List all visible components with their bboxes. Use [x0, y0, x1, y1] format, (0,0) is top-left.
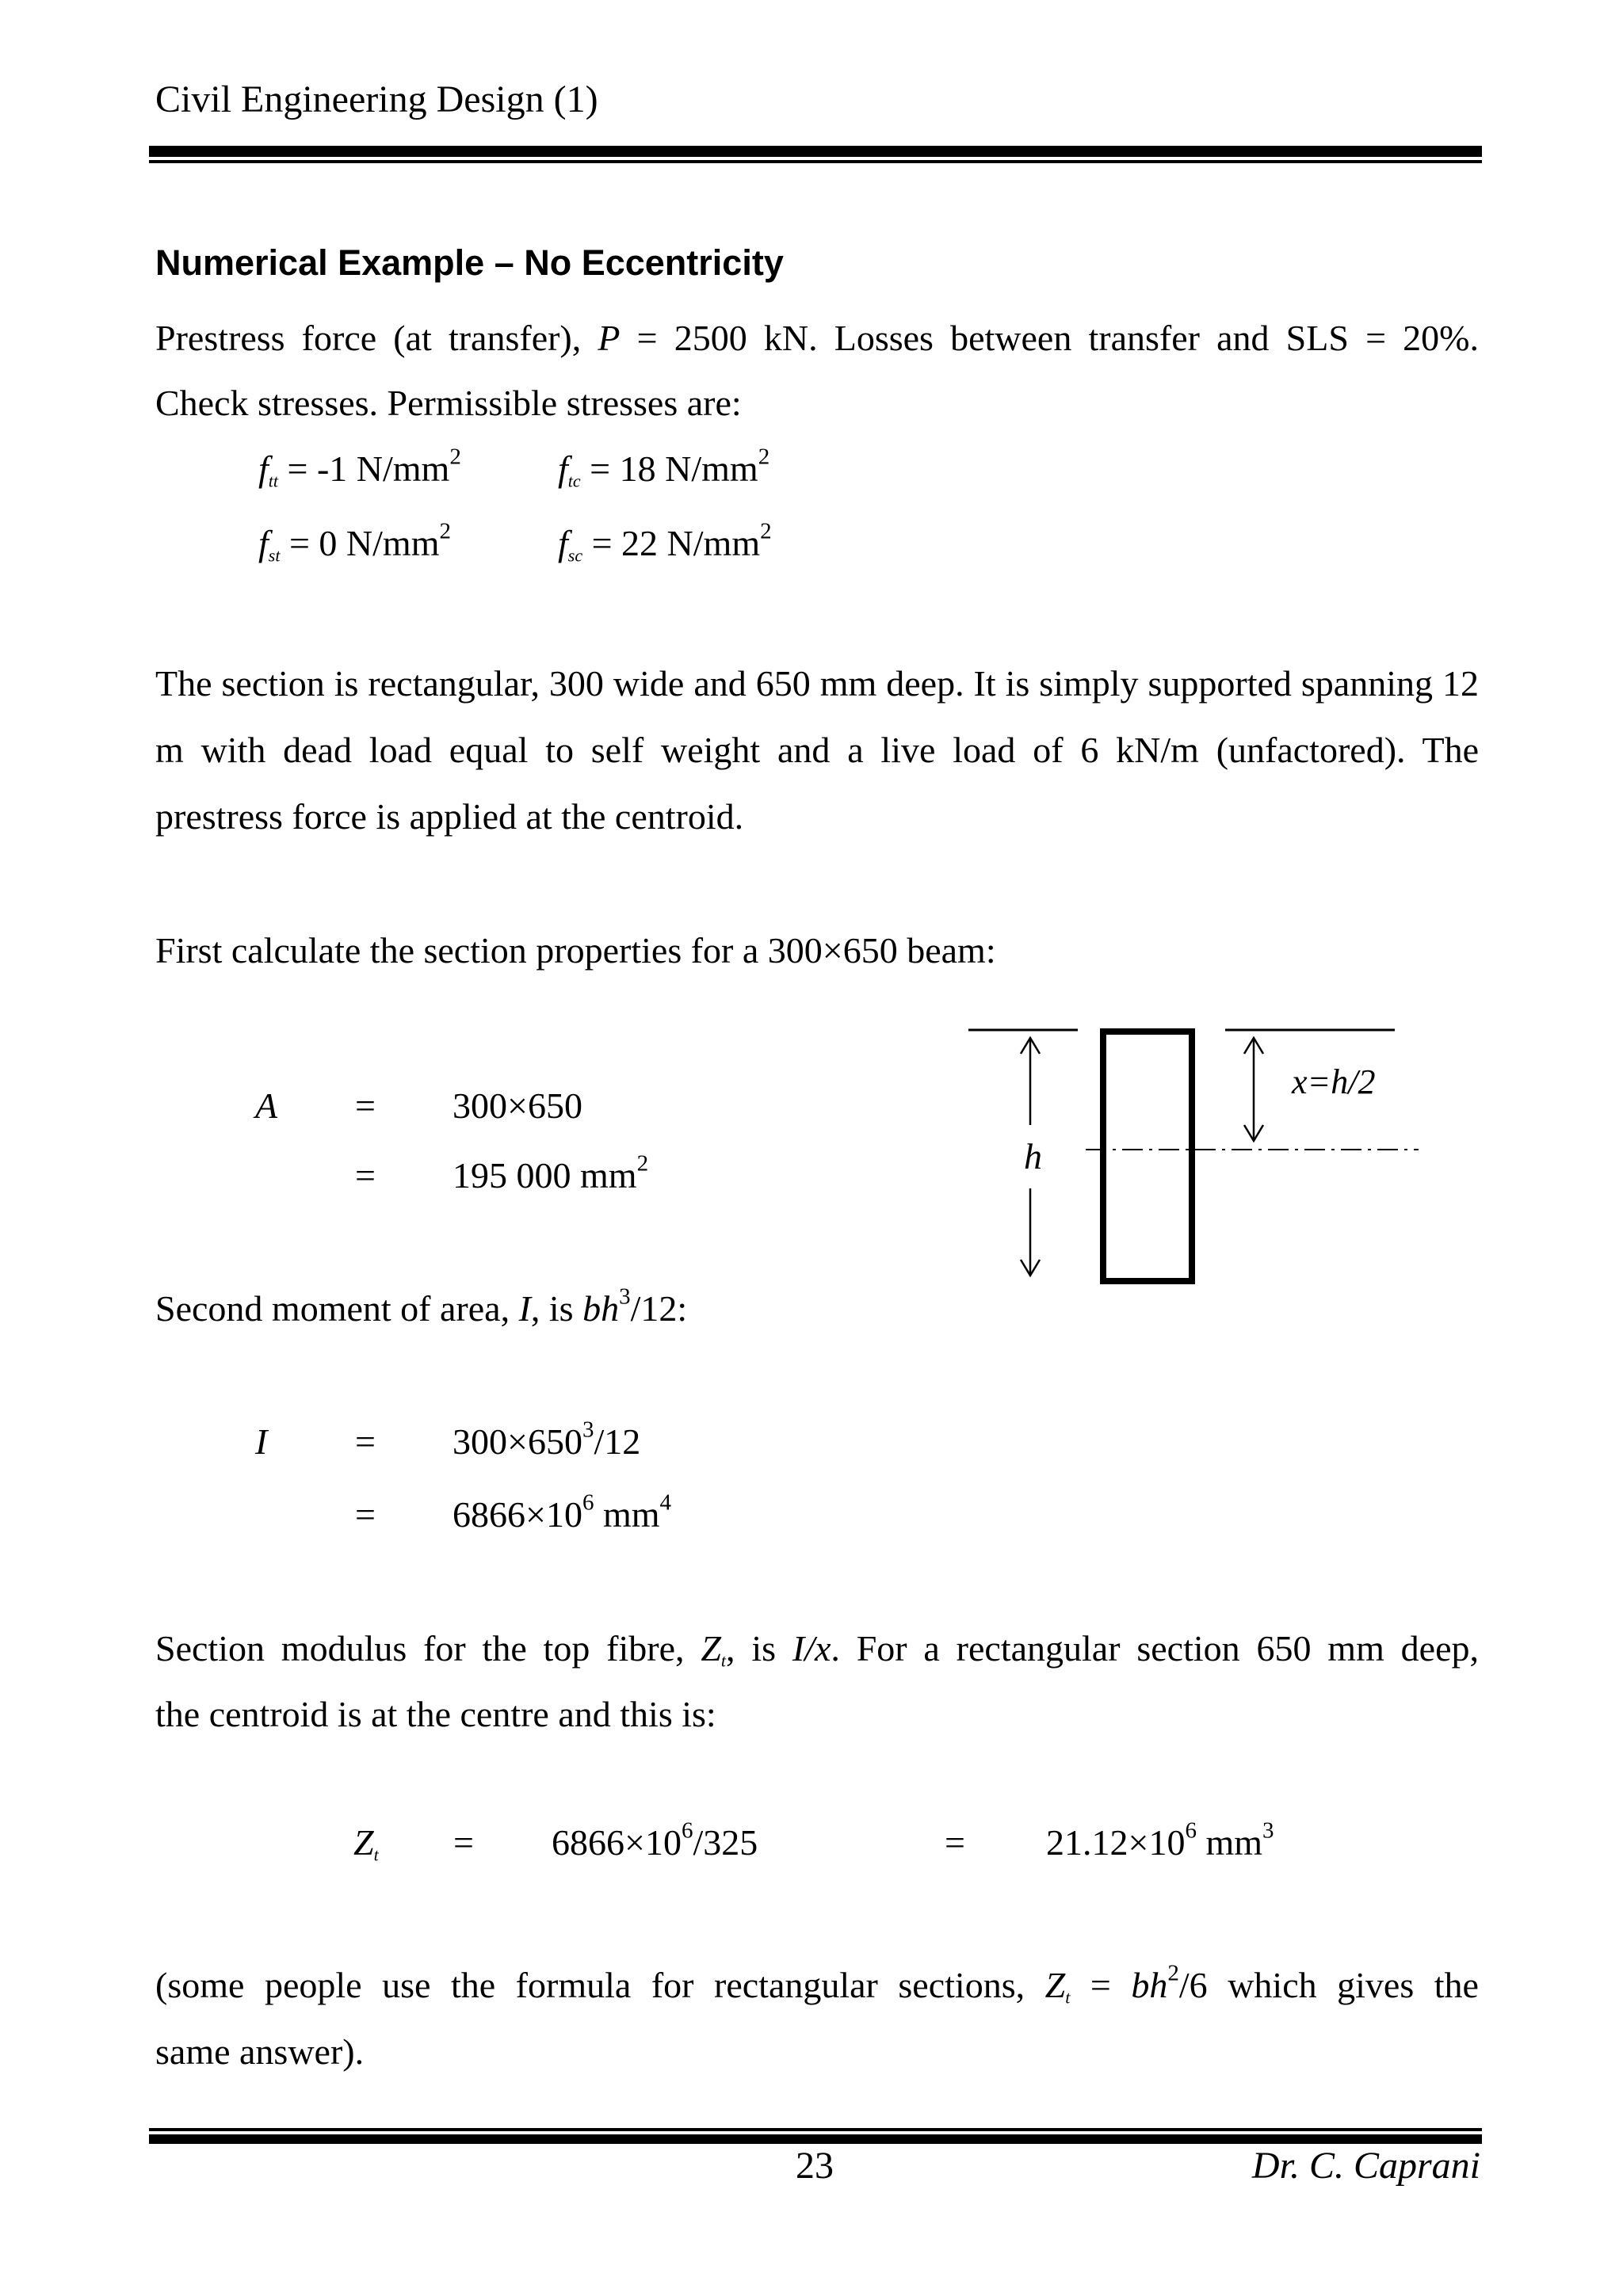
intro-line-1	[155, 305, 1479, 372]
zt-expr-b: /325	[693, 1822, 758, 1863]
ftc-symbol: f	[558, 448, 568, 489]
header-rule-thick	[149, 146, 1482, 157]
second-moment-text-b: , is	[530, 1288, 583, 1329]
note-line-2: same answer).	[155, 2031, 365, 2072]
second-moment-exp: 3	[619, 1283, 631, 1310]
zt-equals-1: =	[453, 1822, 474, 1863]
stress-fst	[258, 520, 451, 567]
fst-exp: 2	[439, 518, 451, 544]
inertia-result-exp: 6	[582, 1489, 594, 1516]
note-Z-sub: t	[1065, 1987, 1071, 2008]
inertia-equals-1: =	[355, 1421, 376, 1462]
note-line-1	[155, 1952, 1479, 2019]
height-label: h	[1024, 1136, 1042, 1177]
second-moment-text-a: Second moment of area,	[155, 1288, 519, 1329]
intro-text-b: = 2500 kN. Losses between transfer and SLS = 20%.	[620, 318, 1479, 358]
modulus-text-a: Section modulus for the top fibre,	[155, 1628, 701, 1669]
area-equals-1: =	[355, 1085, 376, 1126]
zt-result-exp: 6	[1185, 1817, 1197, 1844]
area-result	[453, 1152, 648, 1199]
inertia-expr-b: /12	[594, 1421, 641, 1462]
inertia-result-unit: mm	[594, 1494, 660, 1535]
zt-expr-exp: 6	[681, 1817, 693, 1844]
note-text-b: =	[1070, 1965, 1132, 2005]
prestress-symbol: P	[598, 318, 621, 358]
inertia-expr-a: 300×650	[453, 1421, 582, 1462]
area-expression: 300×650	[453, 1085, 582, 1126]
second-moment-text-c: /12:	[630, 1288, 688, 1329]
modulus-text-c: . For a rectangular section 650 mm deep,	[831, 1628, 1480, 1669]
area-result-value: 195 000 mm	[453, 1155, 637, 1196]
modulus-line-1	[155, 1615, 1479, 1682]
note-exp: 2	[1167, 1960, 1179, 1986]
header-rule-thin	[149, 160, 1482, 163]
intro-line-2: Check stresses. Permissible stresses are:	[155, 383, 742, 423]
inertia-result-unit-exp: 4	[659, 1489, 672, 1516]
section-heading: Numerical Example – No Eccentricity	[155, 242, 784, 283]
ftc-value: = 18 N/mm	[580, 448, 758, 489]
second-moment-bh: bh	[582, 1288, 620, 1329]
modulus-line-2: the centroid is at the centre and this is:	[155, 1694, 716, 1734]
ftt-exp: 2	[449, 444, 461, 470]
stress-fsc	[558, 520, 772, 567]
zt-expr-a: 6866×10	[552, 1822, 682, 1863]
footer-rule-thin	[149, 2128, 1482, 2131]
fsc-exp: 2	[760, 518, 772, 544]
modulus-Z: Z	[701, 1628, 721, 1669]
centroid-distance-label: x=h/2	[1292, 1062, 1376, 1101]
inertia-symbol: I	[255, 1421, 268, 1462]
ftc-sub: tc	[567, 471, 581, 491]
area-symbol: A	[255, 1085, 278, 1126]
section-properties-intro: First calculate the section properties for a 300×650 beam:	[155, 930, 996, 971]
modulus-Z-sub: t	[720, 1650, 727, 1671]
inertia-result-a: 6866×10	[453, 1494, 582, 1535]
inertia-result	[453, 1491, 671, 1539]
fst-symbol: f	[258, 523, 269, 563]
note-Z: Z	[1044, 1965, 1066, 2005]
zt-result-a: 21.12×10	[1046, 1822, 1186, 1863]
zt-Z: Z	[353, 1822, 374, 1863]
fst-value: = 0 N/mm	[280, 523, 440, 563]
footer-author: Dr. C. Caprani	[1251, 2145, 1480, 2187]
inertia-expr-exp: 3	[582, 1417, 594, 1443]
page-header-title: Civil Engineering Design (1)	[155, 78, 598, 120]
area-equals-2: =	[355, 1155, 376, 1196]
fsc-symbol: f	[558, 523, 568, 563]
second-moment-I: I	[518, 1288, 531, 1329]
ftt-symbol: f	[258, 448, 269, 489]
stress-ftc	[558, 445, 769, 493]
inertia-equals-2: =	[355, 1494, 376, 1535]
stress-ftt	[258, 445, 461, 493]
zt-result-unit: mm	[1196, 1822, 1263, 1863]
rectangular-section-diagram	[959, 1006, 1434, 1291]
note-text-a: (some people use the formula for rectangular sections,	[155, 1965, 1045, 2005]
inertia-expression	[453, 1418, 640, 1466]
zt-equals-2: =	[945, 1822, 965, 1863]
area-result-exp: 2	[636, 1150, 649, 1177]
zt-result	[1046, 1819, 1274, 1867]
zt-Z-sub: t	[373, 1844, 379, 1865]
intro-text-a: Prestress force (at transfer),	[155, 318, 598, 358]
second-moment-intro	[155, 1276, 1479, 1342]
fsc-sub: sc	[567, 545, 583, 566]
zt-expression	[552, 1819, 758, 1867]
ftt-value: = -1 N/mm	[278, 448, 450, 489]
ftt-sub: tt	[268, 471, 279, 491]
section-description: The section is rectangular, 300 wide and 650 mm deep. It is simply supported spanning 12 m with dead load equal to self weight and a live load of 6 kN/m (unfactored). The prestress force is applied at the centroid.	[155, 663, 1479, 837]
modulus-Ix: I/x	[792, 1628, 831, 1669]
zt-symbol	[353, 1819, 379, 1867]
note-bh: bh	[1131, 1965, 1168, 2005]
ftc-exp: 2	[758, 444, 770, 470]
page-number: 23	[796, 2145, 834, 2187]
fsc-value: = 22 N/mm	[582, 523, 761, 563]
zt-result-unit-exp: 3	[1262, 1817, 1274, 1844]
fst-sub: st	[268, 545, 281, 566]
note-text-c: /6 which gives the	[1178, 1965, 1479, 2005]
modulus-text-b: , is	[726, 1628, 792, 1669]
